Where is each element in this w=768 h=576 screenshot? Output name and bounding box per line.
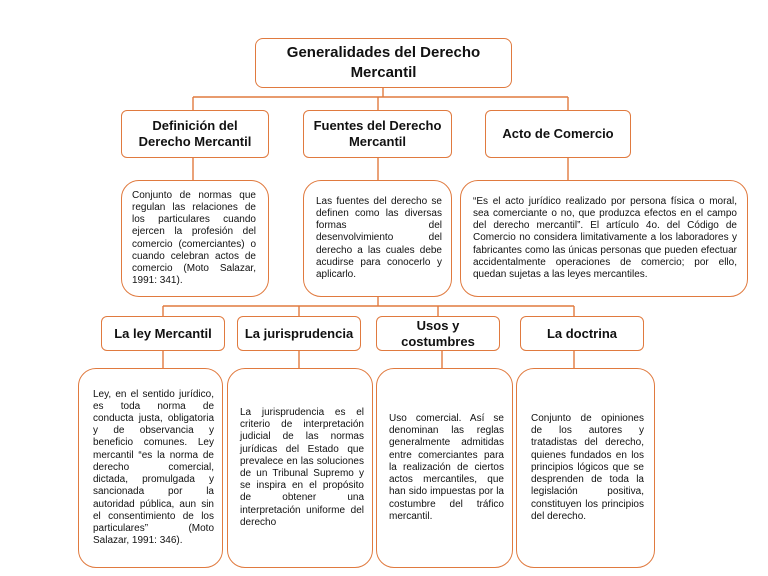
usos-costumbres-label: Usos y costumbres [401,317,475,349]
fuentes-text-box [303,180,452,297]
ley-mercantil-text: Ley, en el sentido jurídico, es toda norma de conducta justa, obligatoria y de observancia y beneficio comunes. Ley mercantil “es la norma de derecho comercial, dictada, promulgada y sancionada por la autoridad pública, aun sin el consentimiento de los particulares” (Moto Salazar, 1991: 346). [93,388,214,547]
definicion-text-box [121,180,269,297]
usos-costumbres-text: Uso comercial. Así se denominan las reglas generalmente admitidas entre comerciantes para la realización de ciertos actos mercantiles, que han sido impuestas por la costumbre del tráfico mercantil. [389,413,504,522]
jurisprudencia-node [237,316,361,351]
doctrina-text-box [516,368,655,568]
fuentes-label: Fuentes del Derecho Mercantil [313,118,442,149]
doctrina-label: La doctrina [546,325,618,341]
definicion-node [121,110,269,158]
jurisprudencia-text: La jurisprudencia es el criterio de interpretación judicial de las normas jurídicas del Estado que prevalece en las soluciones de un Tribunal Supremo y se inspira en el propósito de obtener una interpretación uniforme del derecho [240,406,364,528]
root-title: Generalidades del Derecho Mercantil [286,44,481,81]
definicion-text: Conjunto de normas que regulan las relaciones de los particulares cuando ejercen la profesión del comercio (comerciantes) o cuando celebran actos de comercio (Moto Salazar, 1991: 341). [132,189,256,287]
fuentes-text: Las fuentes del derecho se definen como las diversas formas del desenvolvimiento del derecho a las cuales debe acudirse para conocerlo y aplicarlo. [316,195,442,280]
fuentes-node [303,110,452,158]
doctrina-node [520,316,644,351]
doctrina-text: Conjunto de opiniones de los autores y tratadistas del derecho, quienes fundados en los principios lógicos que se desprenden de toda la legislación positiva, constituyen los principios del derecho. [531,413,644,522]
acto-comercio-node [485,110,631,158]
ley-mercantil-node [101,316,225,351]
definicion-label: Definición del Derecho Mercantil [138,118,252,149]
acto-comercio-label: Acto de Comercio [502,126,614,141]
ley-mercantil-text-box [78,368,223,568]
acto-comercio-text: “Es el acto jurídico realizado por persona física o moral, sea comerciante o no, que produzca efectos en el campo del derecho mercantil”. El artículo 4o. del Código de Comercio no considera limitativamente a los laboradores y fabricantes como las únicas personas que pueden efectuar accidentalmente operaciones de comercio; por ello, quedan sujetas a las leyes mercantiles. [473,195,737,280]
usos-costumbres-text-box [376,368,513,568]
jurisprudencia-text-box [227,368,373,568]
usos-costumbres-node [376,316,500,351]
ley-mercantil-label: La ley Mercantil [114,325,212,341]
root-title-box [255,38,512,88]
jurisprudencia-label: La jurisprudencia [244,325,354,341]
acto-comercio-text-box [460,180,748,297]
